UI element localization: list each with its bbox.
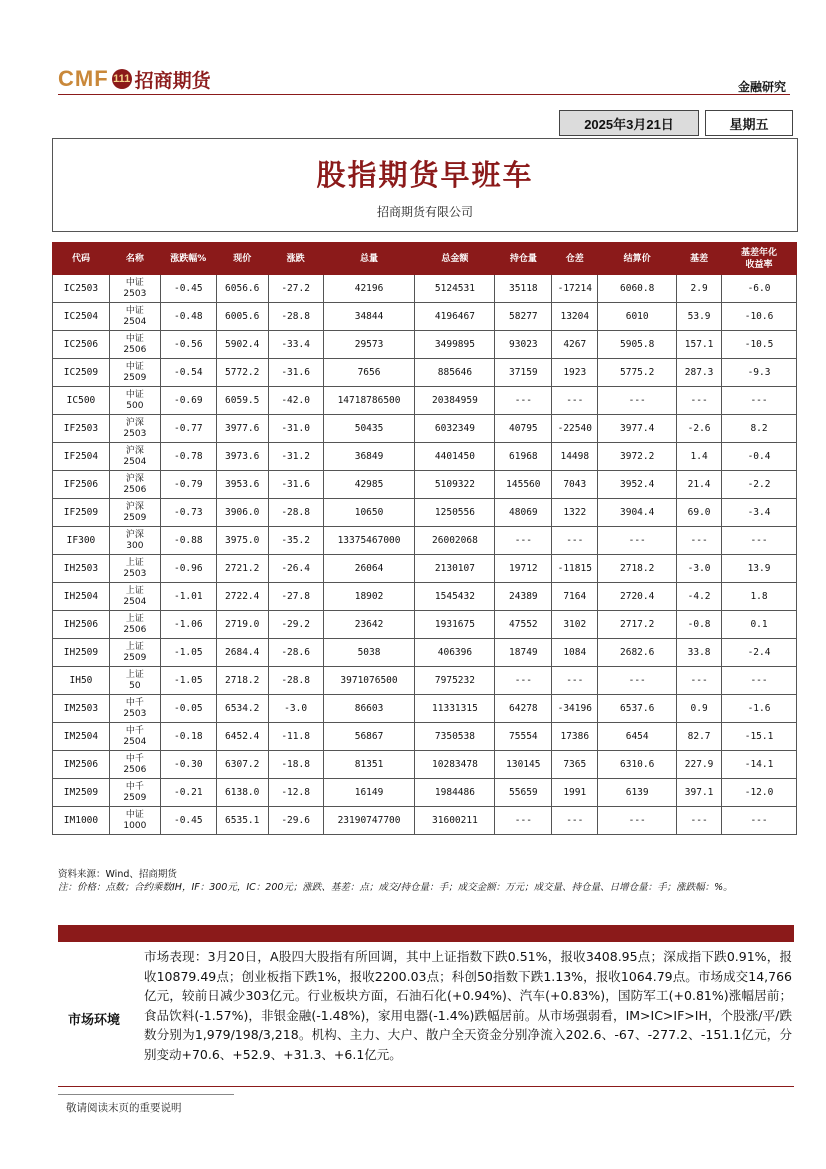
- cell-settle: 2682.6: [598, 639, 677, 667]
- cell-oichg: 1991: [552, 779, 598, 807]
- department-label: 金融研究: [737, 80, 786, 94]
- cell-amt: 4196467: [415, 303, 495, 331]
- cell-name: 上证 2504: [109, 583, 160, 611]
- cell-oichg: 14498: [552, 443, 598, 471]
- cell-code: IM2509: [53, 779, 110, 807]
- cell-oichg: 1923: [552, 359, 598, 387]
- cell-oi: 55659: [495, 779, 552, 807]
- cell-amt: 7350538: [415, 723, 495, 751]
- cell-name: 上证 50: [109, 667, 160, 695]
- cell-name: 中千 2503: [109, 695, 160, 723]
- table-row: [53, 331, 797, 359]
- cell-ann: -6.0: [722, 275, 797, 303]
- cell-chg: -31.2: [268, 443, 323, 471]
- cell-code: IC2509: [53, 359, 110, 387]
- cell-settle: 3972.2: [598, 443, 677, 471]
- cell-pct: -0.77: [160, 415, 216, 443]
- cell-name: 中证 2509: [109, 359, 160, 387]
- cell-oi: 75554: [495, 723, 552, 751]
- cell-pct: -0.96: [160, 555, 216, 583]
- cell-price: 5902.4: [216, 331, 268, 359]
- cell-vol: 14718786500: [323, 387, 415, 415]
- cell-amt: 1545432: [415, 583, 495, 611]
- cell-name: 中证 2506: [109, 331, 160, 359]
- cell-vol: 50435: [323, 415, 415, 443]
- cell-basis: 69.0: [677, 499, 722, 527]
- cell-oichg: ---: [552, 667, 598, 695]
- cell-pct: -1.06: [160, 611, 216, 639]
- cell-ann: -14.1: [722, 751, 797, 779]
- cell-price: 3977.6: [216, 415, 268, 443]
- table-row: [53, 443, 797, 471]
- cell-name: 沪深 2504: [109, 443, 160, 471]
- cell-price: 6307.2: [216, 751, 268, 779]
- cell-ann: 0.1: [722, 611, 797, 639]
- cell-basis: ---: [677, 807, 722, 835]
- column-header: 涨跌: [268, 243, 323, 275]
- cell-pct: -0.48: [160, 303, 216, 331]
- cell-name: 中证 500: [109, 387, 160, 415]
- cell-basis: ---: [677, 667, 722, 695]
- cell-pct: -0.54: [160, 359, 216, 387]
- cell-ann: -9.3: [722, 359, 797, 387]
- cell-basis: 33.8: [677, 639, 722, 667]
- market-text: 市场表现：3月20日，A股四大股指有所回调，其中上证指数下跌0.51%，报收3408.95点；深成指下跌0.91%，报收10879.49点；创业板指下跌1%，报收2200.03点；科创50指数下跌1.13%，报收1064.79点。市场成交14,766亿元，较前日减少303亿元。行业板块方面，石油石化(+0.94%)、汽车(+0.83%)，国防军工(+0.81%)涨幅居前；食品饮料(-1.57%)，非银金融(-1.48%)，家用电器(-1.4%)跌幅居前。从市场强弱看，IM>IC>IF>IH，个股涨/平/跌数分别为1,979/198/3,218。机构、主力、大户、散户全天资金分别净流入202.6、-67、-277.2、-151.1亿元，分别变动+70.6、+52.9、+31.3、+6.1亿元。: [144, 949, 792, 1062]
- column-header: 现价: [216, 243, 268, 275]
- cell-settle: 2720.4: [598, 583, 677, 611]
- cell-pct: -0.05: [160, 695, 216, 723]
- cell-pct: -0.56: [160, 331, 216, 359]
- table-row: [53, 387, 797, 415]
- cell-oichg: -22540: [552, 415, 598, 443]
- cell-oichg: 1322: [552, 499, 598, 527]
- cell-oichg: ---: [552, 527, 598, 555]
- cell-vol: 34844: [323, 303, 415, 331]
- cell-name: 上证 2506: [109, 611, 160, 639]
- cell-name: 中证 1000: [109, 807, 160, 835]
- cell-basis: 397.1: [677, 779, 722, 807]
- cell-code: IH50: [53, 667, 110, 695]
- cell-amt: 2130107: [415, 555, 495, 583]
- cell-oichg: 17386: [552, 723, 598, 751]
- cell-name: 沪深 2509: [109, 499, 160, 527]
- cell-vol: 86603: [323, 695, 415, 723]
- cell-pct: -0.45: [160, 275, 216, 303]
- cell-pct: -0.69: [160, 387, 216, 415]
- cell-chg: -35.2: [268, 527, 323, 555]
- cell-amt: 406396: [415, 639, 495, 667]
- cell-settle: 2718.2: [598, 555, 677, 583]
- cell-oi: ---: [495, 527, 552, 555]
- table-row: [53, 695, 797, 723]
- cell-code: IF2503: [53, 415, 110, 443]
- cell-price: 6535.1: [216, 807, 268, 835]
- cell-oi: ---: [495, 387, 552, 415]
- table-row: [53, 499, 797, 527]
- cell-ann: ---: [722, 387, 797, 415]
- logo-chinese: 招商期货: [134, 69, 211, 92]
- cell-oi: 93023: [495, 331, 552, 359]
- cell-vol: 10650: [323, 499, 415, 527]
- column-header: 名称: [109, 243, 160, 275]
- cell-oichg: 1084: [552, 639, 598, 667]
- cell-amt: 885646: [415, 359, 495, 387]
- cell-ann: 8.2: [722, 415, 797, 443]
- cell-chg: -28.8: [268, 303, 323, 331]
- cell-name: 中证 2504: [109, 303, 160, 331]
- cell-name: 中千 2506: [109, 751, 160, 779]
- column-header: 总金额: [415, 243, 495, 275]
- cell-code: IH2503: [53, 555, 110, 583]
- section-bar: [58, 925, 794, 942]
- table-row: [53, 751, 797, 779]
- cell-chg: -26.4: [268, 555, 323, 583]
- cell-amt: 3499895: [415, 331, 495, 359]
- cell-oi: 145560: [495, 471, 552, 499]
- cell-ann: ---: [722, 807, 797, 835]
- cell-pct: -0.88: [160, 527, 216, 555]
- cell-amt: 1984486: [415, 779, 495, 807]
- table-row: [53, 723, 797, 751]
- cell-amt: 4401450: [415, 443, 495, 471]
- cell-amt: 6032349: [415, 415, 495, 443]
- logo: [58, 64, 211, 94]
- cell-amt: 5109322: [415, 471, 495, 499]
- cell-oi: ---: [495, 667, 552, 695]
- cell-code: IM2504: [53, 723, 110, 751]
- cell-vol: 42196: [323, 275, 415, 303]
- cell-price: 2684.4: [216, 639, 268, 667]
- cell-code: IC2506: [53, 331, 110, 359]
- cell-basis: -3.0: [677, 555, 722, 583]
- cell-chg: -29.6: [268, 807, 323, 835]
- cell-code: IH2506: [53, 611, 110, 639]
- cell-oichg: 7365: [552, 751, 598, 779]
- cell-settle: 6060.8: [598, 275, 677, 303]
- cell-oichg: 4267: [552, 331, 598, 359]
- cell-chg: -28.6: [268, 639, 323, 667]
- cell-chg: -31.0: [268, 415, 323, 443]
- cell-oi: 40795: [495, 415, 552, 443]
- cell-pct: -0.18: [160, 723, 216, 751]
- report-weekday: 星期五: [705, 110, 793, 136]
- cell-oi: 130145: [495, 751, 552, 779]
- column-header: 基差: [677, 243, 722, 275]
- cell-oichg: 7043: [552, 471, 598, 499]
- table-row: [53, 415, 797, 443]
- cell-chg: -33.4: [268, 331, 323, 359]
- cell-oi: 48069: [495, 499, 552, 527]
- cell-price: 6005.6: [216, 303, 268, 331]
- cell-ann: -0.4: [722, 443, 797, 471]
- cell-basis: -0.8: [677, 611, 722, 639]
- cell-oichg: -34196: [552, 695, 598, 723]
- cell-price: 3975.0: [216, 527, 268, 555]
- cell-basis: 2.9: [677, 275, 722, 303]
- cell-basis: 227.9: [677, 751, 722, 779]
- cell-amt: 10283478: [415, 751, 495, 779]
- cell-price: 6452.4: [216, 723, 268, 751]
- cell-ann: -2.4: [722, 639, 797, 667]
- cell-ann: -3.4: [722, 499, 797, 527]
- table-header-row: [53, 243, 797, 275]
- cell-ann: 13.9: [722, 555, 797, 583]
- cell-oi: 58277: [495, 303, 552, 331]
- market-section: [58, 947, 794, 1085]
- cell-code: IM2506: [53, 751, 110, 779]
- cell-ann: ---: [722, 527, 797, 555]
- cell-settle: 3904.4: [598, 499, 677, 527]
- cell-oi: ---: [495, 807, 552, 835]
- cell-oichg: -11815: [552, 555, 598, 583]
- logo-badge-icon: 111: [112, 69, 132, 89]
- cell-oi: 37159: [495, 359, 552, 387]
- cell-vol: 7656: [323, 359, 415, 387]
- cell-settle: 6310.6: [598, 751, 677, 779]
- cell-code: IF2509: [53, 499, 110, 527]
- table-row: [53, 555, 797, 583]
- table-note: 注：价格：点数；合约乘数IH，IF：300元，IC：200元；涨跌、基差：点；成交/持仓量：手；成交金额：万元；成交量、持仓量、日增仓量：手；涨跌幅：%。: [58, 882, 733, 893]
- cell-code: IC2503: [53, 275, 110, 303]
- cell-settle: ---: [598, 387, 677, 415]
- cell-settle: 6454: [598, 723, 677, 751]
- cell-price: 2718.2: [216, 667, 268, 695]
- cell-pct: -0.30: [160, 751, 216, 779]
- cell-name: 沪深 2503: [109, 415, 160, 443]
- cell-basis: -2.6: [677, 415, 722, 443]
- cell-ann: -1.6: [722, 695, 797, 723]
- cell-ann: -12.0: [722, 779, 797, 807]
- table-row: [53, 527, 797, 555]
- cell-basis: 82.7: [677, 723, 722, 751]
- futures-table: [52, 242, 797, 835]
- cell-vol: 26064: [323, 555, 415, 583]
- cell-code: IC2504: [53, 303, 110, 331]
- table-row: [53, 275, 797, 303]
- cell-code: IH2504: [53, 583, 110, 611]
- cell-code: IH2509: [53, 639, 110, 667]
- cell-vol: 23642: [323, 611, 415, 639]
- cell-basis: -4.2: [677, 583, 722, 611]
- cell-amt: 1250556: [415, 499, 495, 527]
- cell-chg: -28.8: [268, 667, 323, 695]
- cell-code: IC500: [53, 387, 110, 415]
- cell-name: 沪深 300: [109, 527, 160, 555]
- cell-price: 2722.4: [216, 583, 268, 611]
- cell-pct: -1.05: [160, 667, 216, 695]
- cell-price: 6138.0: [216, 779, 268, 807]
- cell-chg: -27.8: [268, 583, 323, 611]
- cell-oi: 18749: [495, 639, 552, 667]
- column-header: 涨跌幅%: [160, 243, 216, 275]
- cell-settle: 5905.8: [598, 331, 677, 359]
- cell-name: 沪深 2506: [109, 471, 160, 499]
- cell-price: 6534.2: [216, 695, 268, 723]
- cell-settle: 5775.2: [598, 359, 677, 387]
- cell-vol: 56867: [323, 723, 415, 751]
- cell-vol: 16149: [323, 779, 415, 807]
- cell-ann: -10.5: [722, 331, 797, 359]
- report-date: 2025年3月21日: [559, 110, 699, 136]
- cell-ann: -10.6: [722, 303, 797, 331]
- column-header: 总量: [323, 243, 415, 275]
- cell-price: 3906.0: [216, 499, 268, 527]
- table-row: [53, 611, 797, 639]
- cell-chg: -29.2: [268, 611, 323, 639]
- cell-settle: 2717.2: [598, 611, 677, 639]
- cell-name: 中证 2503: [109, 275, 160, 303]
- cell-oi: 61968: [495, 443, 552, 471]
- cell-ann: -2.2: [722, 471, 797, 499]
- cell-chg: -31.6: [268, 359, 323, 387]
- cell-oichg: 3102: [552, 611, 598, 639]
- cell-pct: -0.45: [160, 807, 216, 835]
- data-source: 资料来源：Wind、招商期货: [58, 869, 177, 880]
- table-row: [53, 359, 797, 387]
- cell-pct: -0.78: [160, 443, 216, 471]
- cell-settle: 6537.6: [598, 695, 677, 723]
- cell-chg: -18.8: [268, 751, 323, 779]
- cell-settle: ---: [598, 667, 677, 695]
- cell-code: IF2504: [53, 443, 110, 471]
- cell-amt: 26002068: [415, 527, 495, 555]
- cell-oichg: 7164: [552, 583, 598, 611]
- cell-basis: 0.9: [677, 695, 722, 723]
- cell-pct: -1.05: [160, 639, 216, 667]
- market-label: 市场环境: [68, 1013, 121, 1028]
- cell-vol: 81351: [323, 751, 415, 779]
- cell-oi: 35118: [495, 275, 552, 303]
- cell-price: 6056.6: [216, 275, 268, 303]
- cell-vol: 13375467000: [323, 527, 415, 555]
- cell-vol: 42985: [323, 471, 415, 499]
- footer-disclaimer: 敬请阅读末页的重要说明: [66, 1102, 182, 1114]
- cell-vol: 36849: [323, 443, 415, 471]
- cell-price: 3973.6: [216, 443, 268, 471]
- cell-oichg: -17214: [552, 275, 598, 303]
- cell-settle: 6010: [598, 303, 677, 331]
- cell-oichg: ---: [552, 807, 598, 835]
- cell-price: 5772.2: [216, 359, 268, 387]
- date-row: [559, 110, 796, 136]
- table-row: [53, 471, 797, 499]
- header-divider: [58, 94, 790, 95]
- cell-name: 中千 2504: [109, 723, 160, 751]
- cell-oi: 24389: [495, 583, 552, 611]
- cell-settle: 3977.4: [598, 415, 677, 443]
- column-header: 仓差: [552, 243, 598, 275]
- title-box: [52, 138, 798, 232]
- table-row: [53, 807, 797, 835]
- cell-code: IF300: [53, 527, 110, 555]
- cell-code: IM2503: [53, 695, 110, 723]
- cell-amt: 20384959: [415, 387, 495, 415]
- cell-code: IF2506: [53, 471, 110, 499]
- cell-basis: 287.3: [677, 359, 722, 387]
- bottom-divider: [58, 1086, 794, 1087]
- cell-chg: -11.8: [268, 723, 323, 751]
- cell-vol: 5038: [323, 639, 415, 667]
- table-row: [53, 667, 797, 695]
- cell-oichg: ---: [552, 387, 598, 415]
- cell-chg: -3.0: [268, 695, 323, 723]
- cell-amt: 11331315: [415, 695, 495, 723]
- table-row: [53, 583, 797, 611]
- column-header: 代码: [53, 243, 110, 275]
- cell-chg: -12.8: [268, 779, 323, 807]
- cell-oi: 19712: [495, 555, 552, 583]
- cell-basis: 21.4: [677, 471, 722, 499]
- cell-settle: 3952.4: [598, 471, 677, 499]
- cell-amt: 7975232: [415, 667, 495, 695]
- cell-settle: 6139: [598, 779, 677, 807]
- column-header: 结算价: [598, 243, 677, 275]
- cell-chg: -27.2: [268, 275, 323, 303]
- company-name: 招商期货有限公司: [376, 205, 473, 219]
- cell-oichg: 13204: [552, 303, 598, 331]
- cell-price: 6059.5: [216, 387, 268, 415]
- cell-code: IM1000: [53, 807, 110, 835]
- cell-settle: ---: [598, 527, 677, 555]
- cell-pct: -0.79: [160, 471, 216, 499]
- table-row: [53, 779, 797, 807]
- cell-name: 中千 2509: [109, 779, 160, 807]
- cell-vol: 18902: [323, 583, 415, 611]
- page-title: 股指期货早班车: [316, 158, 534, 192]
- table-row: [53, 639, 797, 667]
- cell-basis: 1.4: [677, 443, 722, 471]
- cell-chg: -28.8: [268, 499, 323, 527]
- cell-ann: 1.8: [722, 583, 797, 611]
- cell-price: 2721.2: [216, 555, 268, 583]
- cell-ann: ---: [722, 667, 797, 695]
- cell-oi: 64278: [495, 695, 552, 723]
- cell-basis: ---: [677, 527, 722, 555]
- cell-vol: 29573: [323, 331, 415, 359]
- column-header: 基差年化 收益率: [722, 243, 797, 275]
- cell-vol: 3971076500: [323, 667, 415, 695]
- cell-price: 3953.6: [216, 471, 268, 499]
- cell-amt: 31600211: [415, 807, 495, 835]
- cell-basis: ---: [677, 387, 722, 415]
- table-row: [53, 303, 797, 331]
- cell-chg: -42.0: [268, 387, 323, 415]
- cell-pct: -1.01: [160, 583, 216, 611]
- cell-amt: 5124531: [415, 275, 495, 303]
- cell-amt: 1931675: [415, 611, 495, 639]
- cell-basis: 157.1: [677, 331, 722, 359]
- cell-chg: -31.6: [268, 471, 323, 499]
- cell-oi: 47552: [495, 611, 552, 639]
- cell-settle: ---: [598, 807, 677, 835]
- logo-latin: CMF: [58, 66, 109, 91]
- cell-vol: 23190747700: [323, 807, 415, 835]
- cell-price: 2719.0: [216, 611, 268, 639]
- column-header: 持仓量: [495, 243, 552, 275]
- footer-divider: [58, 1094, 234, 1095]
- cell-pct: -0.73: [160, 499, 216, 527]
- cell-name: 上证 2503: [109, 555, 160, 583]
- cell-basis: 53.9: [677, 303, 722, 331]
- cell-pct: -0.21: [160, 779, 216, 807]
- cell-name: 上证 2509: [109, 639, 160, 667]
- cell-ann: -15.1: [722, 723, 797, 751]
